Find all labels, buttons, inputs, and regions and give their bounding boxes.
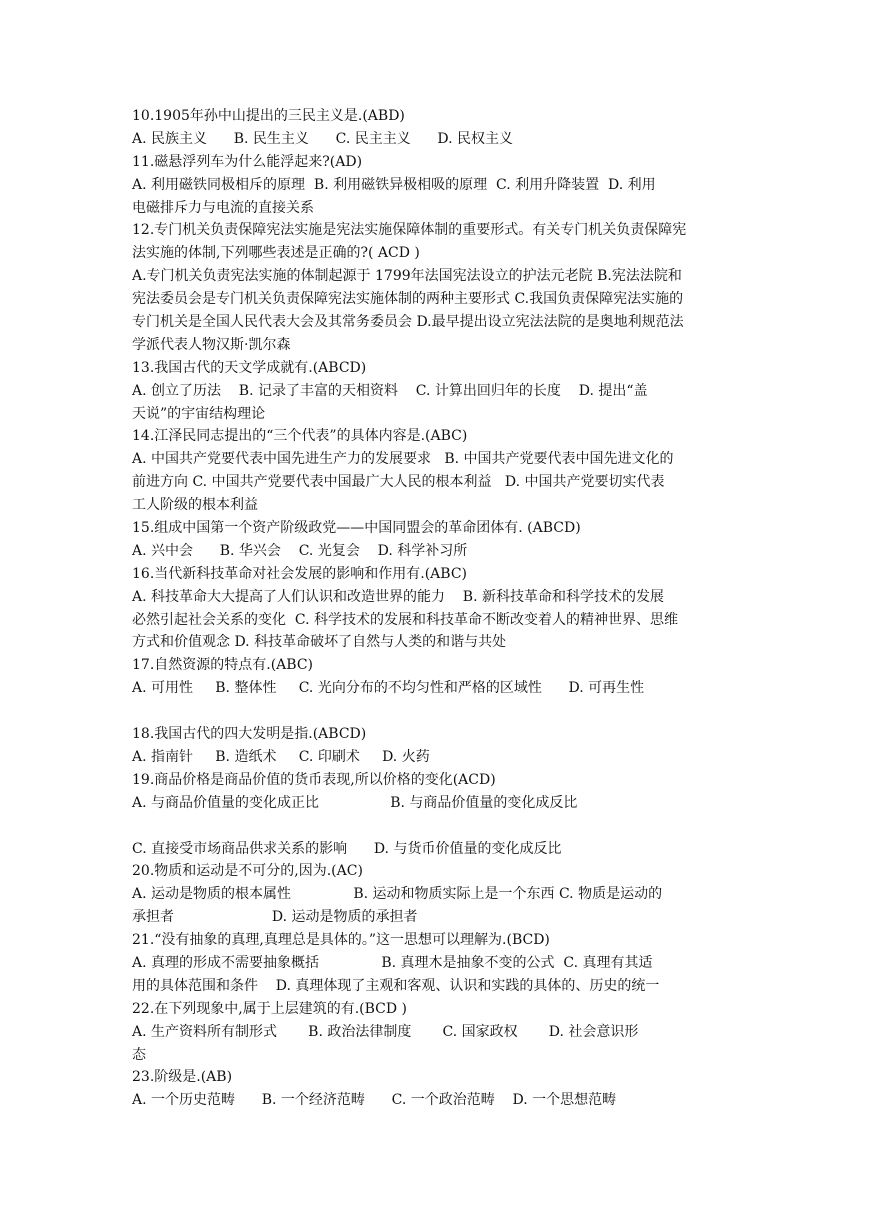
question-12-options-cont: 学派代表人物汉斯·凯尔森: [132, 336, 291, 353]
blank-line: [132, 815, 738, 838]
question-13-stem: 13.我国古代的天文学成就有.(ABCD): [132, 359, 367, 376]
question-10-options: A. 民族主义 B. 民生主义 C. 民主主义 D. 民权主义: [132, 130, 514, 147]
question-12-options-cont: 宪法委员会是专门机关负责保障宪法实施体制的两种主要形式 C.我国负责保障宪法实施的: [132, 291, 684, 308]
question-18-stem: 18.我国古代的四大发明是指.(ABCD): [132, 726, 367, 743]
question-11-stem: 11.磁悬浮列车为什么能浮起来?(AD): [132, 153, 363, 170]
document-body: [132, 105, 738, 1112]
question-12-options-cont: 专门机关是全国人民代表大会及其常务委员会 D.最早提出设立宪法法院的是奥地利规范法: [132, 314, 684, 331]
question-21-stem: 21.“没有抽象的真理,真理总是具体的。”这一思想可以理解为.(BCD): [132, 932, 550, 949]
question-21-options: A. 真理的形成不需要抽象概括 B. 真理木是抽象不变的公式 C. 真理有其适: [132, 954, 653, 971]
question-12-options: A.专门机关负责宪法实施的体制起源于 1799年法国宪法设立的护法元老院 B.宪法法院和: [132, 268, 682, 285]
question-23-stem: 23.阶级是.(AB): [132, 1069, 233, 1086]
question-12-stem: 12.专门机关负责保障宪法实施是宪法实施保障体制的重要形式。有关专门机关负责保障宪: [132, 222, 687, 239]
question-14-options: A. 中国共产党要代表中国先进生产力的发展要求 B. 中国共产党要代表中国先进文化的: [132, 451, 674, 468]
question-22-stem: 22.在下列现象中,属于上层建筑的有.(BCD ): [132, 1000, 408, 1017]
question-20-options: A. 运动是物质的根本属性 B. 运动和物质实际上是一个东西 C. 物质是运动的: [132, 886, 663, 903]
blank-line: [132, 700, 738, 723]
question-20-stem: 20.物质和运动是不可分的,因为.(AC): [132, 863, 363, 880]
question-12-stem-cont: 法实施的体制,下列哪些表述是正确的?( ACD ): [132, 245, 420, 262]
question-11-options: A. 利用磁铁同极相斥的原理 B. 利用磁铁异极相吸的原理 C. 利用升降装置 D. 利用: [132, 176, 656, 193]
question-19-options: A. 与商品价值量的变化成正比 B. 与商品价值量的变化成反比: [132, 794, 578, 811]
question-14-options-cont: 前进方向 C. 中国共产党要代表中国最广大人民的根本利益 D. 中国共产党要切实代表: [132, 474, 665, 491]
question-15-options: A. 兴中会 B. 华兴会 C. 光复会 D. 科学补习所: [132, 542, 468, 559]
question-11-options-cont: 电磁排斥力与电流的直接关系: [132, 199, 314, 216]
question-16-options-cont: 方式和价值观念 D. 科技革命破坏了自然与人类的和谐与共处: [132, 634, 507, 651]
question-17-options: A. 可用性 B. 整体性 C. 光向分布的不均匀性和严格的区域性 D. 可再生性: [132, 680, 645, 697]
question-16-stem: 16.当代新科技革命对社会发展的影响和作用有.(ABC): [132, 565, 468, 582]
question-20-options-cont: 承担者 D. 运动是物质的承担者: [132, 909, 418, 926]
question-13-options: A. 创立了历法 B. 记录了丰富的天相资料 C. 计算出回归年的长度 D. 提出“盖: [132, 382, 648, 399]
question-17-stem: 17.自然资源的特点有.(ABC): [132, 657, 314, 674]
question-22-options: A. 生产资料所有制形式 B. 政治法律制度 C. 国家政权 D. 社会意识形: [132, 1023, 639, 1040]
question-18-options: A. 指南针 B. 造纸术 C. 印刷术 D. 火药: [132, 748, 430, 765]
question-19-stem: 19.商品价格是商品价值的货币表现,所以价格的变化(ACD): [132, 771, 496, 788]
question-21-options-cont: 用的具体范围和条件 D. 真理体现了主观和客观、认识和实践的具体的、历史的统一: [132, 977, 660, 994]
question-23-options: A. 一个历史范畴 B. 一个经济范畴 C. 一个政治范畴 D. 一个思想范畴: [132, 1092, 617, 1109]
question-14-stem: 14.江泽民同志提出的“三个代表”的具体内容是.(ABC): [132, 428, 468, 445]
question-10-stem: 10.1905年孙中山提出的三民主义是.(ABD): [132, 108, 405, 124]
question-15-stem: 15.组成中国第一个资产阶级政党——中国同盟会的革命团体有. (ABCD): [132, 520, 581, 537]
question-16-options-cont: 必然引起社会关系的变化 C. 科学技术的发展和科技革命不断改变着人的精神世界、思维: [132, 611, 679, 628]
question-19-options-cont: C. 直接受市场商品供求关系的影响 D. 与货币价值量的变化成反比: [132, 840, 562, 857]
question-22-options-cont: 态: [132, 1046, 146, 1063]
question-14-options-cont: 工人阶级的根本利益: [132, 497, 258, 514]
question-13-options-cont: 天说”的宇宙结构理论: [132, 405, 266, 422]
question-16-options: A. 科技革命大大提高了人们认识和改造世界的能力 B. 新科技革命和科学技术的发展: [132, 588, 664, 605]
